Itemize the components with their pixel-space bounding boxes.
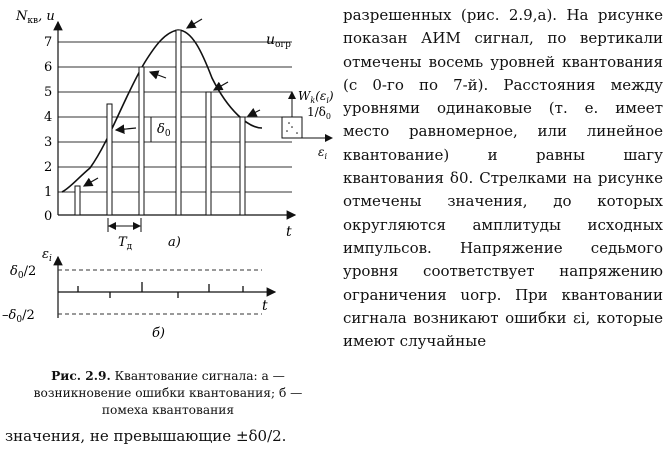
- inset-w-label: $W_k(\varepsilon_i)$: [298, 89, 334, 105]
- y-tick-7: 7: [44, 35, 53, 50]
- top-x-axis-label: t: [286, 224, 292, 240]
- pulse-4: [176, 30, 181, 215]
- lower-level-label: $-\delta_0/2$: [2, 308, 35, 325]
- y-tick-4: 4: [44, 110, 53, 125]
- panel-label-b: б): [152, 326, 166, 341]
- panel-label-a: а): [168, 235, 181, 250]
- signal-curve: [62, 30, 262, 192]
- pulse-2: [107, 104, 112, 215]
- y-tick-3: 3: [44, 135, 53, 150]
- figure-caption: [18, 368, 318, 419]
- bottom-y-axis-label: $\varepsilon_i$: [42, 247, 52, 264]
- upper-level-label: $\delta_0/2$: [10, 264, 37, 281]
- y-tick-2: 2: [44, 160, 53, 175]
- delta-label: $\delta_0$: [157, 122, 171, 139]
- period-label: $T_д$: [118, 235, 133, 252]
- y-tick-1: 1: [44, 185, 53, 200]
- inset-distribution: [282, 89, 334, 161]
- inset-x-label: $\varepsilon_i$: [318, 145, 328, 161]
- error-ticks: [78, 282, 243, 298]
- pulse-1: [75, 186, 80, 215]
- quantization-figure: [0, 0, 340, 368]
- bottom-x-axis-label: t: [262, 298, 268, 314]
- body-text: разрешенных (рис. 2.9,а). На рисунке показан АИМ сигнал, по вертикали отмечены восемь уровней квантования (с 0-го по 7-й). Расстояния между уровнями одинаковые (т. е. имеет место равномерное, или линейное квантование) и равны шагу квантования δ0. Стрелками на рисунке отмечены значения, до которых округляются амплитуды исходных импульсов. Напряжение седьмого уровня соответствует напряжению ограничения uогр. При квантовании сигнала возникают ошибки εi, которые имеют случайные: [343, 6, 663, 351]
- caption-label: Рис. 2.9.: [51, 369, 111, 383]
- y-tick-0: 0: [44, 209, 53, 224]
- pulse-3: [139, 67, 144, 215]
- pulse-5: [206, 92, 211, 215]
- pulse-6: [240, 117, 245, 215]
- last-line: значения, не превышающие ±δ0/2.: [5, 427, 287, 445]
- curve-label: $u_{огр}$: [266, 32, 291, 50]
- top-y-axis-label: $N_{кв}$, u: [16, 9, 55, 26]
- y-tick-6: 6: [44, 60, 53, 75]
- y-tick-5: 5: [44, 85, 53, 100]
- inset-height-label: $1/\delta_0$: [307, 105, 331, 121]
- level-grid: [58, 42, 292, 192]
- caption-text: Квантование сигнала: а — возникновение ошибки квантования; б — помеха квантования: [33, 369, 303, 417]
